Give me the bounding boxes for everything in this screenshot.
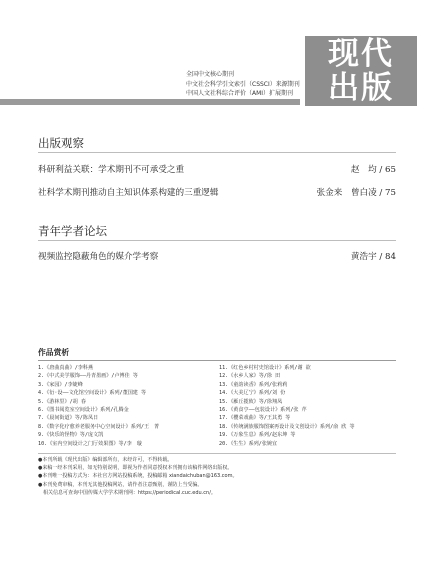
index-line: 全国中文核心期刊 bbox=[186, 71, 235, 78]
section-title-young-scholars: 青年学者论坛 bbox=[38, 224, 107, 238]
article-author-page: 黄浩宇 / 84 bbox=[350, 252, 396, 262]
works-item: 12.《水乡人家》等/徐 田 bbox=[219, 373, 281, 380]
logo-line-2: 出版 bbox=[328, 70, 394, 106]
article-row[interactable] bbox=[38, 250, 396, 264]
section-rule bbox=[38, 240, 396, 241]
works-item: 11.《红色乡村村史馆设计》系列/谢 欲 bbox=[219, 365, 311, 371]
article-title[interactable]: 社科学术期刊推动自主知识体系构建的三重逻辑 bbox=[38, 188, 219, 198]
note-line: 相关信息可查询中国传媒大学学术期刊网：https://periodical.cuc.edu.cn/。 bbox=[38, 489, 216, 496]
index-line: 中文社会科学引文索引（CSSCI）来源期刊 bbox=[186, 80, 300, 88]
note-line: ●本刊所载《现代出版》编辑部所有，未经许可，不得转载。 bbox=[38, 457, 173, 463]
article-row[interactable] bbox=[38, 186, 396, 200]
works-item: 14.《大美辽宁》系列/刘 份 bbox=[219, 390, 286, 397]
works-item: 13.《童韵读香》系列/张莉莉 bbox=[219, 381, 288, 388]
article-author-page: 张金来 曾白凌 / 75 bbox=[316, 188, 396, 198]
index-listing bbox=[186, 70, 306, 99]
note-line: ●本刊免费审稿，本刊无其他投稿网站，请作者注意甄别，谨防上当受骗。 bbox=[38, 481, 203, 488]
article-title[interactable]: 科研利益关联：学术期刊不可承受之重 bbox=[38, 165, 185, 175]
works-list-left bbox=[38, 364, 203, 448]
note-line: ●来稿一经本刊采用，如无特别说明，即视为作者同意授权本刊拥有该稿件网络出版权。 bbox=[38, 465, 233, 472]
works-item: 15.《雁丘揽攸》等/徐翔凤 bbox=[219, 398, 283, 405]
works-item: 3.《家园》/李婕峰 bbox=[38, 381, 83, 388]
notes-rule bbox=[38, 453, 396, 454]
works-item: 19.《万象生息》系列/赵东坤 等 bbox=[219, 432, 296, 439]
section-rule bbox=[38, 152, 396, 153]
logo-line-1: 现代 bbox=[328, 36, 394, 72]
works-item: 18.《传统满族服饰图案再设计及文创设计》系列/俞 欣 等 bbox=[219, 423, 355, 430]
works-item: 2.《中式美学服饰——丹青墨画》/卢博佳 等 bbox=[38, 373, 138, 380]
works-item: 16.《黄食亨——包装设计》系列/张 芹 bbox=[219, 407, 307, 414]
works-item: 17.《樱菜戏曲》等/王其勇 等 bbox=[219, 415, 291, 422]
works-item: 8.《数字化疗愈养老服务中心空间设计》系列/王 菁 bbox=[38, 423, 160, 430]
article-author-page: 赵 均 / 65 bbox=[350, 165, 396, 175]
masthead bbox=[0, 0, 427, 122]
article-title[interactable]: 视频监控隐蔽角色的媒介学考察 bbox=[38, 252, 159, 262]
works-item: 1.《唐曲真曲》/李科燕 bbox=[38, 365, 94, 371]
index-line: 中国人文社科综合评价（AMI）扩展期刊 bbox=[186, 90, 294, 97]
section-title-observation: 出版观察 bbox=[38, 136, 84, 150]
note-line: ●本刊唯一投稿方式为：本社官方网站投稿系统，投稿邮箱 xiandaichuban@163.com。 bbox=[38, 473, 238, 480]
editorial-notes bbox=[38, 456, 396, 497]
works-item: 5.《游林里》/胡 春 bbox=[38, 398, 86, 405]
works-item: 7.《晨间街道》等/陈凤日 bbox=[38, 415, 99, 422]
works-list-right bbox=[219, 364, 397, 448]
works-item: 9.《快乐的怪物》等/庞文凯 bbox=[38, 432, 104, 439]
works-item: 6.《图书阅览室空间设计》系列/孔腾金 bbox=[38, 407, 129, 414]
works-item: 20.《生生》系列/张婉宜 bbox=[219, 440, 278, 447]
works-item: 4.《衍·设——文化馆空间设计》系列/董国建 等 bbox=[38, 390, 147, 397]
works-rule bbox=[38, 360, 396, 361]
works-item: 10.《室内空间设计之门厅效果图》等/李 璇 bbox=[38, 440, 142, 447]
article-row[interactable] bbox=[38, 163, 396, 177]
journal-logo bbox=[305, 36, 417, 106]
works-title: 作品赏析 bbox=[38, 348, 70, 357]
masthead-bar bbox=[0, 99, 300, 105]
